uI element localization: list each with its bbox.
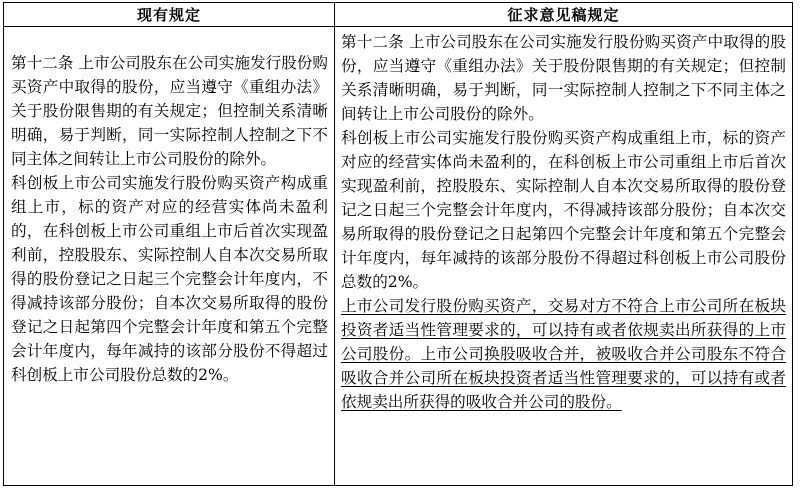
draft-new-underlined-text: 上市公司发行股份购买资产，交易对方不符合上市公司所在板块投资者适当性管理要求的，可以持有或者依规卖出所获得的上市公司股份。上市公司换股吸收合并，被吸收合并公司股东不符合吸收合并公司所在板块投资者适当性管理要求的，可以持有或者依规卖出所获得的吸收合并公司的股份。: [341, 297, 786, 411]
draft-star-market-paragraph: 科创板上市公司实施发行股份购买资产构成重组上市，标的资产对应的经营实体尚未盈利的，在科创板上市公司重组上市后首次实现盈利前，控股股东、实际控制人自本次交易所取得的股份登记之日起三个完整会计年度内，不得减持该部分股份；自本次交易所取得的股份登记之日起第四个完整会计年度和第五个完整会计年度内，每年减持的该部分股份不得超过科创板上市公司股份总数的2%。: [341, 129, 786, 291]
header-draft-rules: 征求意见稿规定: [335, 3, 792, 27]
draft-rules-cell: [335, 27, 792, 485]
current-star-market-paragraph: 科创板上市公司实施发行股份购买资产构成重组上市，标的资产对应的经营实体尚未盈利的，在科创板上市公司重组上市后首次实现盈利前，控股股东、实际控制人自本次交易所取得的股份登记之日起三个完整会计年度内，不得减持该部分股份；自本次交易所取得的股份登记之日起第四个完整会计年度和第五个完整会计年度内，每年减持的该部分股份不得超过科创板上市公司股份总数的2%。: [11, 174, 328, 384]
draft-article-12-paragraph: 第十二条 上市公司股东在公司实施发行股份购买资产中取得的股份，应当遵守《重组办法》关于股份限售期的有关规定；但控制关系清晰明确，易于判断，同一实际控制人控制之下不同主体之间转让上市公司股份的除外。: [341, 33, 786, 123]
current-article-12-paragraph: 第十二条 上市公司股东在公司实施发行股份购买资产中取得的股份，应当遵守《重组办法》关于股份限售期的有关规定；但控制关系清晰明确，易于判断，同一实际控制人控制之下不同主体之间转让上市公司股份的除外。: [11, 54, 328, 168]
current-rules-cell: [4, 27, 335, 485]
comparison-table: [3, 2, 793, 486]
header-current-rules: 现有规定: [4, 3, 335, 27]
draft-new-underlined-paragraph: [341, 294, 786, 414]
